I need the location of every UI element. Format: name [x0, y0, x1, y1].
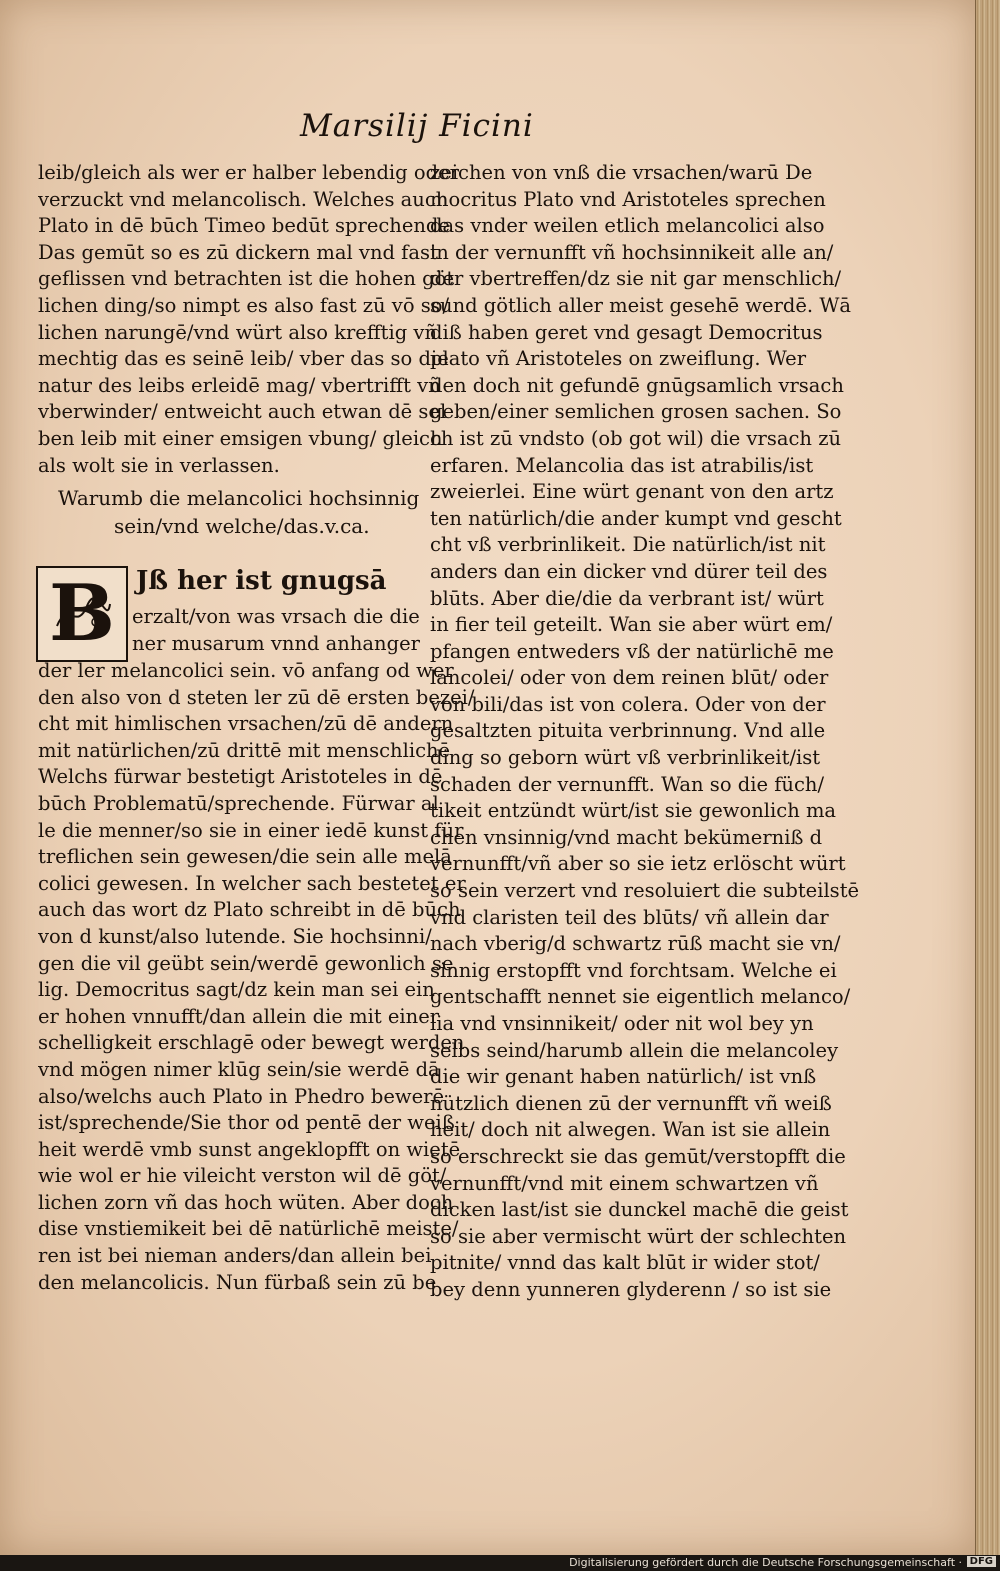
funding-credit: Digitalisierung gefördert durch die Deutsche Forschungsgemeinschaft · [569, 1556, 962, 1569]
text-line: ten natürlich/die ander kumpt vnd gescht [430, 506, 842, 530]
text-line: mit natürlichen/zū drittē mit menschlichē [38, 738, 451, 762]
text-line: ren ist bei nieman anders/dan allein bei [38, 1244, 432, 1268]
text-line: das vnder weilen etlich melancolici also [430, 214, 825, 238]
initial-letter: B [49, 568, 115, 659]
text-line: zeichen von vnß die vrsachen/warū De [430, 161, 813, 184]
text-line: heit werdē vmb sunst angeklopfft on wietē [38, 1137, 461, 1161]
text-line: also/welchs auch Plato in Phedro bewerē [38, 1084, 445, 1108]
text-line: leib/gleich als wer er halber lebendig oder [38, 161, 459, 184]
text-line: pitnite/ vnnd das kalt blūt ir wider stot/ [430, 1251, 820, 1275]
text-line: vernunfft/vnd mit einem schwartzen vñ [430, 1171, 819, 1195]
decorated-initial [36, 566, 128, 662]
text-line: nach vberig/d schwartz rūß macht sie vn/ [430, 932, 841, 956]
text-line: plato vñ Aristoteles on zweiflung. Wer [430, 347, 807, 371]
text-line: nützlich dienen zū der vernunfft vñ weiß [430, 1091, 832, 1115]
page-edges [975, 0, 1000, 1555]
text-line: so sie aber vermischt würt der schlechten [430, 1224, 847, 1248]
text-line: in fier teil geteilt. Wan sie aber würt em/ [430, 613, 833, 637]
text-line: lichen zorn vñ das hoch wüten. Aber doch [38, 1190, 454, 1214]
dfg-logo: DFG [967, 1556, 996, 1567]
text-line: als wolt sie in verlassen. [38, 453, 280, 477]
text-line: lichen narungē/vnd würt also krefftig vñ [38, 320, 437, 344]
text-line: chen vnsinnig/vnd macht bekümerniß d [430, 825, 823, 849]
text-line: verzuckt vnd melancolisch. Welches auch [38, 187, 449, 211]
text-line: lancolei/ oder von dem reinen blūt/ oder [430, 666, 829, 690]
text-line: dicken last/ist sie dunckel machē die geist [430, 1198, 849, 1222]
text-line: wie wol er hie vileicht verston wil dē göt/ [38, 1164, 447, 1188]
text-line: colici gewesen. In welcher sach bestetet er [38, 871, 466, 895]
text-line: erfaren. Melancolia das ist atrabilis/ist [430, 453, 814, 477]
text-line: bey denn yunneren glyderenn / so ist sie [430, 1277, 832, 1301]
text-line: lia vnd vnsinnikeit/ oder nit wol bey yn [430, 1012, 814, 1035]
text-line: so sein verzert vnd resoluiert die subteilstē [430, 879, 860, 903]
text-line: heit/ doch nit alwegen. Wan ist sie allein [430, 1118, 831, 1142]
text-line: mechtig das es seinē leib/ vber das so die [38, 347, 449, 371]
text-line: gentschafft nennet sie eigentlich melanco/ [430, 985, 851, 1009]
text-line: so erschreckt sie das gemūt/verstopfft die [430, 1144, 846, 1168]
text-line: tikeit entzündt würt/ist sie gewonlich ma [430, 799, 837, 823]
footer-bar [0, 1555, 1000, 1571]
text-line: pfangen entweders vß der natürlichē me [430, 639, 834, 663]
text-line: vernunfft/vñ aber so sie ietz erlöscht würt [430, 852, 846, 876]
text-line: geben/einer semlichen grosen sachen. So [430, 400, 842, 424]
text-line: schaden der vernunfft. Wan so die füch/ [430, 772, 825, 796]
text-line: natur des leibs erleidē mag/ vbertrifft vñ [38, 373, 441, 397]
text-line: ben leib mit einer emsigen vbung/ gleich [38, 426, 443, 450]
text-line: Das gemūt so es zū dickern mal vnd fast [38, 240, 438, 264]
text-line: gesaltzten pituita verbrinnung. Vnd alle [430, 719, 826, 743]
text-line: ist/sprechende/Sie thor od pentē der weiß [38, 1111, 455, 1135]
text-line: schelligkeit erschlagē oder bewegt werden [38, 1031, 465, 1055]
text-line: cht mit himlischen vrsachen/zū dē andern [38, 712, 454, 736]
running-header: Marsilij Ficini [300, 108, 534, 144]
text-line: cht vß verbrinlikeit. Die natürlich/ist nit [430, 533, 826, 557]
chapter-heading-line: sein/vnd welche/das.v.ca. [114, 514, 370, 538]
text-line: mocritus Plato vnd Aristoteles sprechen [430, 187, 826, 211]
text-line: den doch nit gefundē gnūgsamlich vrsach [430, 373, 844, 397]
left-column-indented [132, 604, 420, 657]
text-line: treflichen sein gewesen/die sein alle melā [38, 845, 452, 869]
text-line: zweierlei. Eine würt genant von den artz [430, 480, 834, 504]
text-line: le die menner/so sie in einer iedē kunst für [38, 818, 464, 842]
text-line: sund götlich aller meist gesehē werdē. Wā [430, 293, 851, 317]
text-line: geflissen vnd betrachten ist die hohen göt [38, 267, 455, 291]
text-line: anders dan ein dicker vnd dürer teil des [430, 559, 828, 583]
text-line: lig. Democritus sagt/dz kein man sei ein [38, 978, 435, 1002]
text-line: blūts. Aber die/die da verbrant ist/ würt [430, 586, 824, 610]
chapter-heading [58, 484, 419, 540]
text-line: vberwinder/ entweicht auch etwan dē sel [38, 400, 447, 424]
text-line: dise vnstiemikeit bei dē natürlichē meiste/ [38, 1217, 459, 1241]
text-line: Welchs fürwar bestetigt Aristoteles in dē [38, 765, 443, 789]
text-line: auch das wort dz Plato schreibt in dē būch [38, 898, 461, 922]
text-line: erzalt/von was vrsach die die [132, 605, 420, 628]
text-line: gen die vil geübt sein/werdē gewonlich se [38, 951, 454, 975]
text-line: selbs seind/harumb allein die melancoley [430, 1038, 839, 1062]
text-line: vnd claristen teil des blūts/ vñ allein dar [430, 905, 829, 929]
text-line: von d kunst/also lutende. Sie hochsinni/ [38, 924, 432, 948]
left-column-top [38, 160, 459, 479]
text-line: ch ist zū vndsto (ob got wil) die vrsach zū [430, 426, 842, 450]
text-line: in der vernunfft vñ hochsinnikeit alle an/ [430, 240, 834, 264]
text-line: diß haben geret vnd gesagt Democritus [430, 320, 823, 344]
text-line: den melancolicis. Nun fürbaß sein zū be [38, 1270, 437, 1294]
text-line: Plato in dē būch Timeo bedūt sprechende [38, 214, 450, 238]
left-column-body [38, 658, 475, 1296]
chapter-heading-line: Warumb die melancolici hochsinnig [58, 486, 420, 510]
text-line: den also von d steten ler zū dē ersten bezei/ [38, 685, 475, 709]
text-line: er hohen vnnufft/dan allein die mit einer [38, 1004, 440, 1028]
text-line: von bili/das ist von colera. Oder von der [430, 692, 826, 716]
right-column [430, 160, 859, 1304]
text-line: die wir genant haben natürlich/ ist vnß [430, 1065, 817, 1089]
text-line: der ler melancolici sein. vō anfang od wer [38, 659, 454, 682]
text-line: vnd mögen nimer klūg sein/sie werdē dā [38, 1057, 440, 1081]
chapter-opening-words: Jß her ist gnugsā [136, 566, 387, 596]
text-line: lichen ding/so nimpt es also fast zū vō so/ [38, 293, 450, 317]
text-line: ding so geborn würt vß verbrinlikeit/ist [430, 746, 821, 770]
text-line: der vbertreffen/dz sie nit gar menschlich/ [430, 267, 842, 291]
text-line: būch Problematū/sprechende. Fürwar al [38, 791, 439, 815]
text-line: ner musarum vnnd anhanger [132, 631, 420, 655]
text-line: sinnig erstopfft vnd forchtsam. Welche ei [430, 958, 837, 982]
